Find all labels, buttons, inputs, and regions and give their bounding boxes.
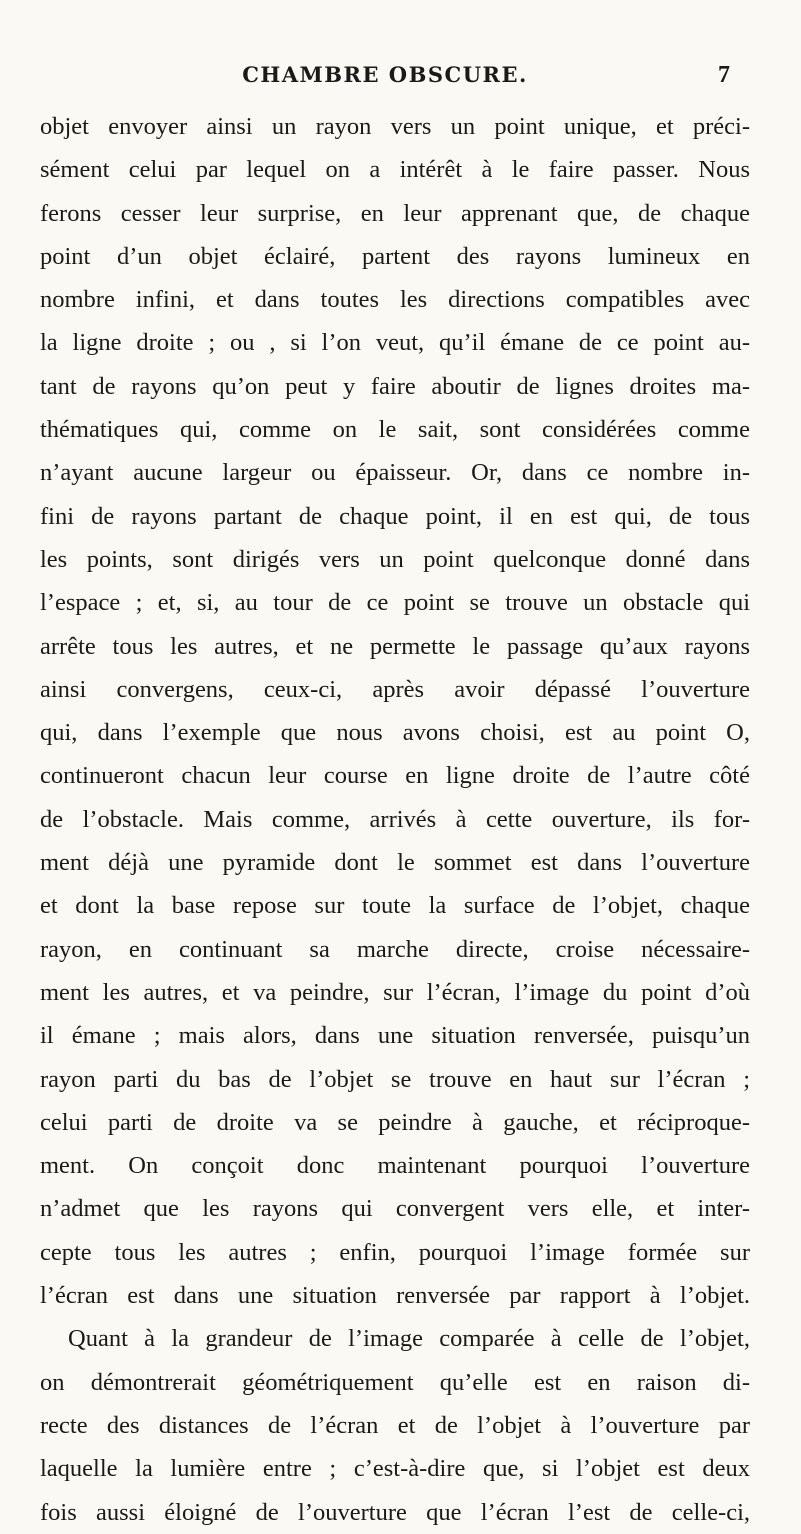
text-line: ment les autres, et va peindre, sur l’écran, l’image du point d’où — [40, 978, 750, 1006]
text-line: ferons cesser leur surprise, en leur apprenant que, de chaque — [40, 199, 750, 227]
text-line: thématiques qui, comme on le sait, sont considérées comme — [40, 416, 750, 444]
text-line: cepte tous les autres ; enfin, pourquoi l’image formée sur — [40, 1238, 750, 1266]
text-line: tant de rayons qu’on peut y faire aboutir de lignes droites ma- — [40, 372, 750, 400]
text-line: l’espace ; et, si, au tour de ce point se trouve un obstacle qui — [40, 589, 750, 617]
text-line: ainsi convergens, ceux-ci, après avoir dépassé l’ouverture — [40, 675, 750, 703]
text-line: continueront chacun leur course en ligne droite de l’autre côté — [40, 762, 750, 790]
text-line: celui parti de droite va se peindre à gauche, et réciproque- — [40, 1108, 750, 1136]
text-line: point d’un objet éclairé, partent des rayons lumineux en — [40, 242, 750, 270]
text-line: ment déjà une pyramide dont le sommet est dans l’ouverture — [40, 849, 750, 877]
body-text — [40, 105, 750, 1534]
text-line: arrête tous les autres, et ne permette le passage qu’aux rayons — [40, 632, 750, 660]
text-line: recte des distances de l’écran et de l’objet à l’ouverture par — [40, 1411, 750, 1439]
text-line: rayon parti du bas de l’objet se trouve en haut sur l’écran ; — [40, 1065, 750, 1093]
text-line: les points, sont dirigés vers un point quelconque donné dans — [40, 545, 750, 573]
text-line: on démontrerait géométriquement qu’elle est en raison di- — [40, 1368, 750, 1396]
text-line: il émane ; mais alors, dans une situation renversée, puisqu’un — [40, 1022, 750, 1050]
text-line: n’ayant aucune largeur ou épaisseur. Or, dans ce nombre in- — [40, 459, 750, 487]
text-line: ment. On conçoit donc maintenant pourquoi l’ouverture — [40, 1152, 750, 1180]
text-line: laquelle la lumière entre ; c’est-à-dire que, si l’objet est deux — [40, 1455, 750, 1483]
text-line: la ligne droite ; ou , si l’on veut, qu’il émane de ce point au- — [40, 329, 750, 357]
text-line: fini de rayons partant de chaque point, il en est qui, de tous — [40, 502, 750, 530]
text-line: sément celui par lequel on a intérêt à le faire passer. Nous — [40, 156, 750, 184]
text-line: rayon, en continuant sa marche directe, croise nécessaire- — [40, 935, 750, 963]
running-head — [40, 62, 730, 94]
text-line: de l’obstacle. Mais comme, arrivés à cette ouverture, ils for- — [40, 805, 750, 833]
text-line: n’admet que les rayons qui convergent vers elle, et inter- — [40, 1195, 750, 1223]
text-line: et dont la base repose sur toute la surface de l’objet, chaque — [40, 892, 750, 920]
text-line-paragraph-start: Quant à la grandeur de l’image comparée à celle de l’objet, — [68, 1325, 750, 1353]
running-title: CHAMBRE OBSCURE. — [242, 62, 528, 87]
text-line: objet envoyer ainsi un rayon vers un point unique, et préci- — [40, 113, 750, 140]
text-line: nombre infini, et dans toutes les directions compatibles avec — [40, 286, 750, 314]
text-line: l’écran est dans une situation renversée par rapport à l’objet. — [40, 1282, 750, 1310]
page-number: 7 — [718, 62, 730, 88]
text-line: fois aussi éloigné de l’ouverture que l’écran l’est de celle-ci, — [40, 1498, 750, 1526]
text-line: qui, dans l’exemple que nous avons choisi, est au point O, — [40, 719, 750, 747]
